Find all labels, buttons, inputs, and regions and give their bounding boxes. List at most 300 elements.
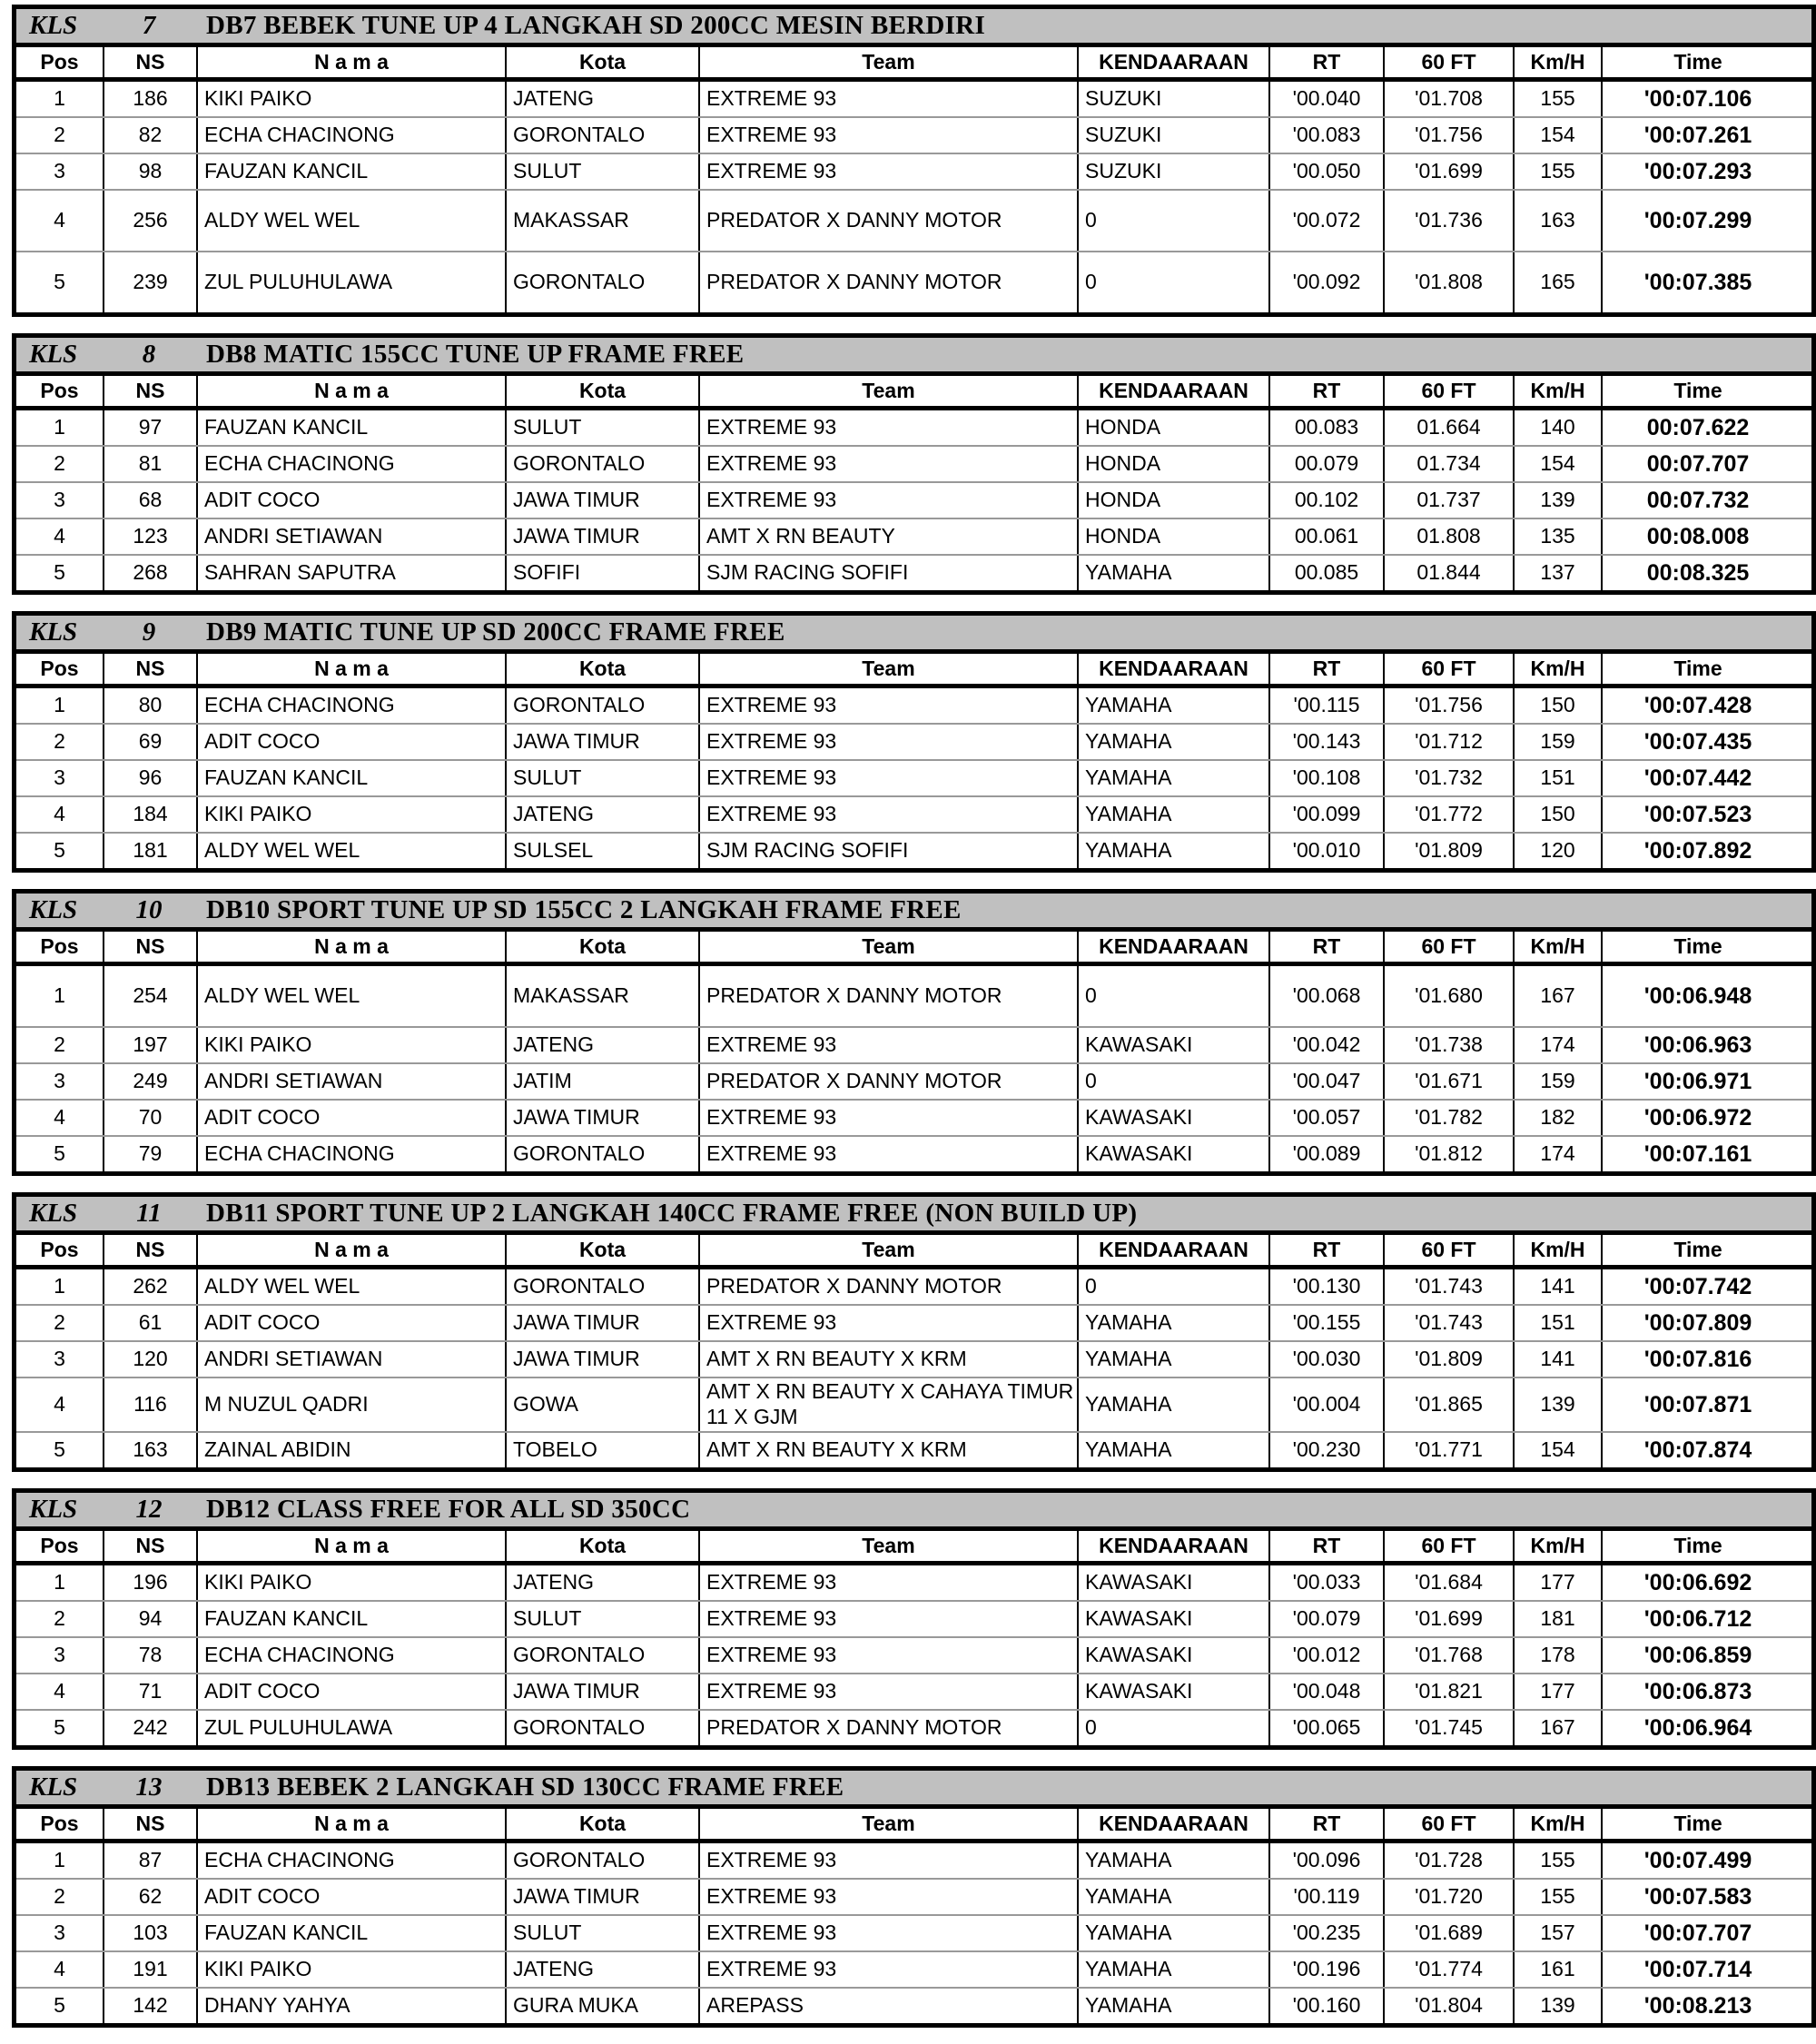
cell-kendaaraan: YAMAHA bbox=[1079, 1433, 1270, 1467]
column-header-pos: Pos bbox=[16, 654, 104, 684]
cell-team: EXTREME 93 bbox=[700, 725, 1079, 759]
cell-time: '00:08.213 bbox=[1643, 1993, 1752, 2019]
cell-time: '00:06.972 bbox=[1643, 1105, 1752, 1131]
cell-60ft: '01.712 bbox=[1385, 725, 1515, 759]
cell-rt: '00.096 bbox=[1270, 1843, 1385, 1878]
cell-kendaaraan: 0 bbox=[1079, 1269, 1270, 1304]
cell-time: '00:07.874 bbox=[1643, 1437, 1752, 1463]
column-header-60ft: 60 FT bbox=[1385, 1235, 1515, 1265]
cell-rt: '00.143 bbox=[1270, 725, 1385, 759]
cell-team: SJM RACING SOFIFI bbox=[700, 834, 1079, 868]
cell-time: '00:07.583 bbox=[1643, 1884, 1752, 1910]
table-row bbox=[16, 1064, 1811, 1101]
cell-kmh: 154 bbox=[1515, 1433, 1603, 1467]
cell-kmh: 178 bbox=[1515, 1638, 1603, 1673]
cell-team: AREPASS bbox=[700, 1989, 1079, 2023]
cell-nama: ANDRI SETIAWAN bbox=[198, 1342, 507, 1377]
cell-ns: 196 bbox=[104, 1565, 198, 1600]
cell-nama: ECHA CHACINONG bbox=[198, 1843, 507, 1878]
cell-kmh: 159 bbox=[1515, 725, 1603, 759]
cell-ns: 239 bbox=[104, 252, 198, 312]
table-row bbox=[16, 191, 1811, 252]
cell-time: 00:08.008 bbox=[1646, 524, 1750, 549]
cell-ns: 262 bbox=[104, 1269, 198, 1304]
column-header-ns: NS bbox=[104, 1531, 198, 1561]
cell-rt: '00.072 bbox=[1270, 191, 1385, 251]
cell-kendaaraan: YAMAHA bbox=[1079, 1989, 1270, 2023]
class-title: DB9 MATIC TUNE UP SD 200CC FRAME FREE bbox=[206, 617, 785, 647]
class-header-bar bbox=[16, 338, 1811, 376]
kls-number: 9 bbox=[142, 617, 156, 647]
column-header-pos: Pos bbox=[16, 932, 104, 962]
table-row bbox=[16, 252, 1811, 312]
column-header-60ft: 60 FT bbox=[1385, 1531, 1515, 1561]
cell-60ft: '01.708 bbox=[1385, 82, 1515, 116]
column-header-nama: N a m a bbox=[198, 1531, 507, 1561]
class-header-bar bbox=[16, 616, 1811, 654]
cell-kota: SULUT bbox=[507, 761, 700, 795]
column-header-kota: Kota bbox=[507, 47, 700, 77]
cell-time: '00:07.809 bbox=[1643, 1310, 1752, 1336]
column-header-ns: NS bbox=[104, 47, 198, 77]
cell-ns: 142 bbox=[104, 1989, 198, 2023]
cell-kota: GORONTALO bbox=[507, 1638, 700, 1673]
cell-nama: ADIT COCO bbox=[198, 725, 507, 759]
cell-pos: 3 bbox=[16, 1342, 104, 1377]
cell-time: '00:07.106 bbox=[1643, 86, 1752, 112]
column-header-ns: NS bbox=[104, 654, 198, 684]
column-header-row bbox=[16, 654, 1811, 688]
cell-kota: GORONTALO bbox=[507, 688, 700, 723]
cell-ns: 249 bbox=[104, 1064, 198, 1099]
cell-60ft: '01.738 bbox=[1385, 1028, 1515, 1062]
cell-60ft: '01.774 bbox=[1385, 1952, 1515, 1987]
cell-60ft: '01.809 bbox=[1385, 834, 1515, 868]
cell-kendaaraan: YAMAHA bbox=[1079, 834, 1270, 868]
column-header-kendaaraan: KENDAARAAN bbox=[1079, 654, 1270, 684]
cell-pos: 1 bbox=[16, 1843, 104, 1878]
table-row bbox=[16, 761, 1811, 797]
cell-rt: '00.068 bbox=[1270, 966, 1385, 1026]
cell-pos: 4 bbox=[16, 797, 104, 832]
cell-pos: 3 bbox=[16, 1916, 104, 1950]
cell-ns: 191 bbox=[104, 1952, 198, 1987]
table-row bbox=[16, 688, 1811, 725]
cell-pos: 3 bbox=[16, 1638, 104, 1673]
cell-kota: SULUT bbox=[507, 1602, 700, 1636]
cell-nama: ECHA CHACINONG bbox=[198, 688, 507, 723]
cell-time: '00:07.299 bbox=[1643, 208, 1752, 233]
table-row bbox=[16, 1916, 1811, 1952]
cell-pos: 5 bbox=[16, 1711, 104, 1745]
cell-ns: 79 bbox=[104, 1137, 198, 1171]
kls-number: 12 bbox=[135, 1495, 163, 1524]
cell-kmh: 155 bbox=[1515, 82, 1603, 116]
cell-pos: 2 bbox=[16, 1602, 104, 1636]
column-header-rt: RT bbox=[1270, 1809, 1385, 1839]
cell-ns: 181 bbox=[104, 834, 198, 868]
column-header-time: Time bbox=[1673, 1811, 1722, 1835]
cell-kota: JATENG bbox=[507, 82, 700, 116]
cell-kota: GORONTALO bbox=[507, 252, 700, 312]
cell-kmh: 182 bbox=[1515, 1101, 1603, 1135]
cell-60ft: '01.808 bbox=[1385, 252, 1515, 312]
column-header-time: Time bbox=[1673, 656, 1722, 680]
cell-60ft: 01.734 bbox=[1385, 447, 1515, 481]
cell-team: SJM RACING SOFIFI bbox=[700, 556, 1079, 590]
cell-rt: '00.196 bbox=[1270, 1952, 1385, 1987]
cell-kota: JATIM bbox=[507, 1064, 700, 1099]
cell-nama: KIKI PAIKO bbox=[198, 797, 507, 832]
cell-time: '00:07.435 bbox=[1643, 729, 1752, 755]
cell-team: AMT X RN BEAUTY X KRM bbox=[700, 1433, 1079, 1467]
table-row bbox=[16, 410, 1811, 447]
table-row bbox=[16, 1565, 1811, 1602]
cell-ns: 256 bbox=[104, 191, 198, 251]
cell-ns: 242 bbox=[104, 1711, 198, 1745]
cell-nama: ECHA CHACINONG bbox=[198, 118, 507, 153]
cell-kendaaraan: HONDA bbox=[1079, 410, 1270, 445]
table-row bbox=[16, 1952, 1811, 1989]
kls-number: 7 bbox=[142, 11, 156, 40]
cell-ns: 87 bbox=[104, 1843, 198, 1878]
table-row bbox=[16, 118, 1811, 154]
cell-time: '00:06.692 bbox=[1643, 1570, 1752, 1595]
cell-60ft: '01.699 bbox=[1385, 1602, 1515, 1636]
column-header-kota: Kota bbox=[507, 654, 700, 684]
cell-kendaaraan: YAMAHA bbox=[1079, 1306, 1270, 1340]
cell-nama: ANDRI SETIAWAN bbox=[198, 1064, 507, 1099]
cell-kmh: 150 bbox=[1515, 688, 1603, 723]
cell-rt: 00.079 bbox=[1270, 447, 1385, 481]
column-header-rt: RT bbox=[1270, 932, 1385, 962]
cell-rt: '00.004 bbox=[1270, 1378, 1385, 1431]
cell-kmh: 174 bbox=[1515, 1028, 1603, 1062]
section-kls-8 bbox=[12, 333, 1816, 595]
cell-ns: 254 bbox=[104, 966, 198, 1026]
cell-kmh: 139 bbox=[1515, 1378, 1603, 1431]
table-row bbox=[16, 1269, 1811, 1306]
cell-kota: SULUT bbox=[507, 154, 700, 189]
cell-ns: 61 bbox=[104, 1306, 198, 1340]
cell-pos: 3 bbox=[16, 483, 104, 518]
cell-rt: '00.108 bbox=[1270, 761, 1385, 795]
column-header-kendaaraan: KENDAARAAN bbox=[1079, 376, 1270, 406]
column-header-kota: Kota bbox=[507, 1531, 700, 1561]
cell-kota: JAWA TIMUR bbox=[507, 1880, 700, 1914]
column-header-60ft: 60 FT bbox=[1385, 654, 1515, 684]
cell-kmh: 120 bbox=[1515, 834, 1603, 868]
cell-pos: 4 bbox=[16, 1674, 104, 1709]
cell-rt: '00.115 bbox=[1270, 688, 1385, 723]
cell-60ft: '01.736 bbox=[1385, 191, 1515, 251]
cell-kmh: 177 bbox=[1515, 1674, 1603, 1709]
cell-rt: 00.061 bbox=[1270, 519, 1385, 554]
cell-time: 00:07.707 bbox=[1646, 451, 1750, 477]
column-header-team: Team bbox=[700, 1809, 1079, 1839]
cell-60ft: '01.699 bbox=[1385, 154, 1515, 189]
table-row bbox=[16, 797, 1811, 834]
cell-kmh: 139 bbox=[1515, 483, 1603, 518]
table-row bbox=[16, 1378, 1811, 1433]
kls-number: 11 bbox=[136, 1199, 162, 1228]
cell-pos: 3 bbox=[16, 154, 104, 189]
cell-kendaaraan: YAMAHA bbox=[1079, 556, 1270, 590]
column-header-kmh: Km/H bbox=[1515, 376, 1603, 406]
cell-ns: 70 bbox=[104, 1101, 198, 1135]
column-header-nama: N a m a bbox=[198, 1809, 507, 1839]
cell-kota: SULSEL bbox=[507, 834, 700, 868]
column-header-rt: RT bbox=[1270, 376, 1385, 406]
cell-pos: 2 bbox=[16, 447, 104, 481]
kls-label: KLS bbox=[29, 1199, 78, 1228]
cell-60ft: '01.684 bbox=[1385, 1565, 1515, 1600]
kls-label: KLS bbox=[29, 340, 78, 369]
class-header-bar bbox=[16, 1197, 1811, 1235]
cell-team: AMT X RN BEAUTY bbox=[700, 519, 1079, 554]
column-header-time: Time bbox=[1673, 49, 1722, 74]
cell-rt: 00.102 bbox=[1270, 483, 1385, 518]
cell-rt: '00.130 bbox=[1270, 1269, 1385, 1304]
cell-ns: 184 bbox=[104, 797, 198, 832]
cell-kendaaraan: 0 bbox=[1079, 191, 1270, 251]
cell-60ft: 01.808 bbox=[1385, 519, 1515, 554]
column-header-pos: Pos bbox=[16, 376, 104, 406]
cell-team: EXTREME 93 bbox=[700, 1137, 1079, 1171]
cell-time: '00:06.971 bbox=[1643, 1069, 1752, 1094]
cell-kota: GURA MUKA bbox=[507, 1989, 700, 2023]
column-header-team: Team bbox=[700, 1235, 1079, 1265]
cell-time: '00:07.428 bbox=[1643, 693, 1752, 718]
class-title: DB10 SPORT TUNE UP SD 155CC 2 LANGKAH FRAME FREE bbox=[206, 895, 962, 924]
cell-kota: GORONTALO bbox=[507, 1269, 700, 1304]
column-header-kota: Kota bbox=[507, 932, 700, 962]
cell-team: EXTREME 93 bbox=[700, 1028, 1079, 1062]
class-header-bar bbox=[16, 1493, 1811, 1531]
table-row bbox=[16, 1674, 1811, 1711]
cell-rt: '00.050 bbox=[1270, 154, 1385, 189]
table-body bbox=[16, 1843, 1811, 2023]
cell-rt: '00.042 bbox=[1270, 1028, 1385, 1062]
cell-kendaaraan: 0 bbox=[1079, 1711, 1270, 1745]
cell-ns: 82 bbox=[104, 118, 198, 153]
column-header-kota: Kota bbox=[507, 376, 700, 406]
column-header-time: Time bbox=[1673, 378, 1722, 402]
cell-nama: ECHA CHACINONG bbox=[198, 1638, 507, 1673]
cell-60ft: '01.768 bbox=[1385, 1638, 1515, 1673]
cell-nama: FAUZAN KANCIL bbox=[198, 761, 507, 795]
cell-kendaaraan: YAMAHA bbox=[1079, 725, 1270, 759]
column-header-ns: NS bbox=[104, 1235, 198, 1265]
column-header-team: Team bbox=[700, 47, 1079, 77]
cell-team: EXTREME 93 bbox=[700, 1880, 1079, 1914]
column-header-rt: RT bbox=[1270, 654, 1385, 684]
column-header-nama: N a m a bbox=[198, 654, 507, 684]
cell-kendaaraan: HONDA bbox=[1079, 483, 1270, 518]
cell-pos: 1 bbox=[16, 1269, 104, 1304]
column-header-nama: N a m a bbox=[198, 376, 507, 406]
cell-pos: 5 bbox=[16, 1137, 104, 1171]
cell-kendaaraan: KAWASAKI bbox=[1079, 1674, 1270, 1709]
cell-kota: GORONTALO bbox=[507, 1711, 700, 1745]
column-header-row bbox=[16, 1531, 1811, 1565]
cell-rt: '00.047 bbox=[1270, 1064, 1385, 1099]
kls-label: KLS bbox=[29, 895, 78, 924]
cell-rt: '00.089 bbox=[1270, 1137, 1385, 1171]
table-body bbox=[16, 410, 1811, 590]
class-title: DB11 SPORT TUNE UP 2 LANGKAH 140CC FRAME FREE (NON BUILD UP) bbox=[206, 1199, 1138, 1228]
column-header-row bbox=[16, 932, 1811, 966]
cell-60ft: '01.728 bbox=[1385, 1843, 1515, 1878]
column-header-row bbox=[16, 47, 1811, 82]
cell-nama: KIKI PAIKO bbox=[198, 1952, 507, 1987]
table-row bbox=[16, 447, 1811, 483]
table-row bbox=[16, 154, 1811, 191]
cell-nama: ALDY WEL WEL bbox=[198, 191, 507, 251]
section-kls-12 bbox=[12, 1488, 1816, 1750]
cell-kmh: 154 bbox=[1515, 118, 1603, 153]
cell-time: 00:08.325 bbox=[1646, 560, 1750, 586]
cell-rt: '00.065 bbox=[1270, 1711, 1385, 1745]
cell-ns: 120 bbox=[104, 1342, 198, 1377]
column-header-team: Team bbox=[700, 1531, 1079, 1561]
cell-60ft: '01.743 bbox=[1385, 1269, 1515, 1304]
cell-team: EXTREME 93 bbox=[700, 761, 1079, 795]
cell-pos: 4 bbox=[16, 1378, 104, 1431]
table-body bbox=[16, 688, 1811, 868]
cell-kmh: 155 bbox=[1515, 1880, 1603, 1914]
section-kls-13 bbox=[12, 1766, 1816, 2028]
cell-ns: 268 bbox=[104, 556, 198, 590]
column-header-nama: N a m a bbox=[198, 932, 507, 962]
cell-kendaaraan: 0 bbox=[1079, 1064, 1270, 1099]
cell-kota: GORONTALO bbox=[507, 1137, 700, 1171]
cell-kota: SULUT bbox=[507, 410, 700, 445]
cell-rt: '00.057 bbox=[1270, 1101, 1385, 1135]
cell-nama: FAUZAN KANCIL bbox=[198, 1916, 507, 1950]
cell-kmh: 140 bbox=[1515, 410, 1603, 445]
column-header-time: Time bbox=[1673, 1237, 1722, 1261]
table-body bbox=[16, 1269, 1811, 1467]
cell-pos: 4 bbox=[16, 1101, 104, 1135]
cell-pos: 2 bbox=[16, 1028, 104, 1062]
cell-kota: GOWA bbox=[507, 1378, 700, 1431]
cell-60ft: '01.782 bbox=[1385, 1101, 1515, 1135]
cell-pos: 2 bbox=[16, 1306, 104, 1340]
column-header-rt: RT bbox=[1270, 1235, 1385, 1265]
kls-number: 10 bbox=[135, 895, 163, 924]
class-title: DB12 CLASS FREE FOR ALL SD 350CC bbox=[206, 1495, 691, 1524]
cell-team: EXTREME 93 bbox=[700, 118, 1079, 153]
column-header-nama: N a m a bbox=[198, 47, 507, 77]
cell-kmh: 151 bbox=[1515, 761, 1603, 795]
cell-time: 00:07.622 bbox=[1646, 415, 1750, 440]
cell-time: '00:06.859 bbox=[1643, 1643, 1752, 1668]
cell-team: EXTREME 93 bbox=[700, 1565, 1079, 1600]
kls-label: KLS bbox=[29, 617, 78, 647]
table-body bbox=[16, 966, 1811, 1171]
cell-nama: KIKI PAIKO bbox=[198, 1028, 507, 1062]
cell-pos: 5 bbox=[16, 556, 104, 590]
cell-kendaaraan: SUZUKI bbox=[1079, 154, 1270, 189]
cell-60ft: '01.804 bbox=[1385, 1989, 1515, 2023]
cell-time: '00:07.714 bbox=[1643, 1957, 1752, 1982]
class-title: DB7 BEBEK TUNE UP 4 LANGKAH SD 200CC MESIN BERDIRI bbox=[206, 11, 986, 40]
cell-kendaaraan: YAMAHA bbox=[1079, 1843, 1270, 1878]
cell-kmh: 181 bbox=[1515, 1602, 1603, 1636]
cell-60ft: 01.737 bbox=[1385, 483, 1515, 518]
cell-nama: ZAINAL ABIDIN bbox=[198, 1433, 507, 1467]
column-header-kmh: Km/H bbox=[1515, 1531, 1603, 1561]
cell-kmh: 137 bbox=[1515, 556, 1603, 590]
cell-pos: 2 bbox=[16, 725, 104, 759]
cell-team: EXTREME 93 bbox=[700, 410, 1079, 445]
table-row bbox=[16, 1843, 1811, 1880]
cell-kendaaraan: KAWASAKI bbox=[1079, 1137, 1270, 1171]
cell-60ft: '01.772 bbox=[1385, 797, 1515, 832]
cell-kota: JATENG bbox=[507, 797, 700, 832]
cell-kmh: 154 bbox=[1515, 447, 1603, 481]
cell-60ft: '01.671 bbox=[1385, 1064, 1515, 1099]
column-header-kmh: Km/H bbox=[1515, 654, 1603, 684]
cell-pos: 3 bbox=[16, 761, 104, 795]
table-body bbox=[16, 1565, 1811, 1745]
cell-team: PREDATOR X DANNY MOTOR bbox=[700, 1064, 1079, 1099]
cell-team: EXTREME 93 bbox=[700, 154, 1079, 189]
cell-rt: '00.048 bbox=[1270, 1674, 1385, 1709]
column-header-team: Team bbox=[700, 932, 1079, 962]
cell-time: '00:07.523 bbox=[1643, 802, 1752, 827]
table-row bbox=[16, 519, 1811, 556]
cell-ns: 163 bbox=[104, 1433, 198, 1467]
cell-kendaaraan: YAMAHA bbox=[1079, 1378, 1270, 1431]
cell-pos: 2 bbox=[16, 118, 104, 153]
cell-kendaaraan: KAWASAKI bbox=[1079, 1565, 1270, 1600]
cell-time: '00:07.293 bbox=[1643, 159, 1752, 184]
cell-kendaaraan: 0 bbox=[1079, 966, 1270, 1026]
cell-60ft: '01.865 bbox=[1385, 1378, 1515, 1431]
cell-pos: 4 bbox=[16, 519, 104, 554]
class-title: DB8 MATIC 155CC TUNE UP FRAME FREE bbox=[206, 340, 745, 369]
cell-rt: '00.079 bbox=[1270, 1602, 1385, 1636]
cell-team: AMT X RN BEAUTY X CAHAYA TIMUR 11 X GJM bbox=[700, 1378, 1079, 1431]
cell-nama: ZUL PULUHULAWA bbox=[198, 252, 507, 312]
kls-label: KLS bbox=[29, 11, 78, 40]
cell-time: '00:07.742 bbox=[1643, 1274, 1752, 1299]
table-row bbox=[16, 1306, 1811, 1342]
cell-kendaaraan: HONDA bbox=[1079, 447, 1270, 481]
cell-kota: JATENG bbox=[507, 1565, 700, 1600]
class-title: DB13 BEBEK 2 LANGKAH SD 130CC FRAME FREE bbox=[206, 1772, 844, 1802]
table-row bbox=[16, 725, 1811, 761]
cell-nama: FAUZAN KANCIL bbox=[198, 1602, 507, 1636]
cell-kendaaraan: YAMAHA bbox=[1079, 688, 1270, 723]
kls-label: KLS bbox=[29, 1495, 78, 1524]
column-header-60ft: 60 FT bbox=[1385, 47, 1515, 77]
table-row bbox=[16, 1342, 1811, 1378]
cell-kmh: 141 bbox=[1515, 1269, 1603, 1304]
cell-kmh: 159 bbox=[1515, 1064, 1603, 1099]
column-header-kendaaraan: KENDAARAAN bbox=[1079, 1809, 1270, 1839]
cell-team: PREDATOR X DANNY MOTOR bbox=[700, 1269, 1079, 1304]
cell-team: AMT X RN BEAUTY X KRM bbox=[700, 1342, 1079, 1377]
cell-ns: 78 bbox=[104, 1638, 198, 1673]
cell-kmh: 150 bbox=[1515, 797, 1603, 832]
cell-kota: JAWA TIMUR bbox=[507, 1342, 700, 1377]
column-header-ns: NS bbox=[104, 376, 198, 406]
cell-kendaaraan: HONDA bbox=[1079, 519, 1270, 554]
cell-nama: FAUZAN KANCIL bbox=[198, 410, 507, 445]
